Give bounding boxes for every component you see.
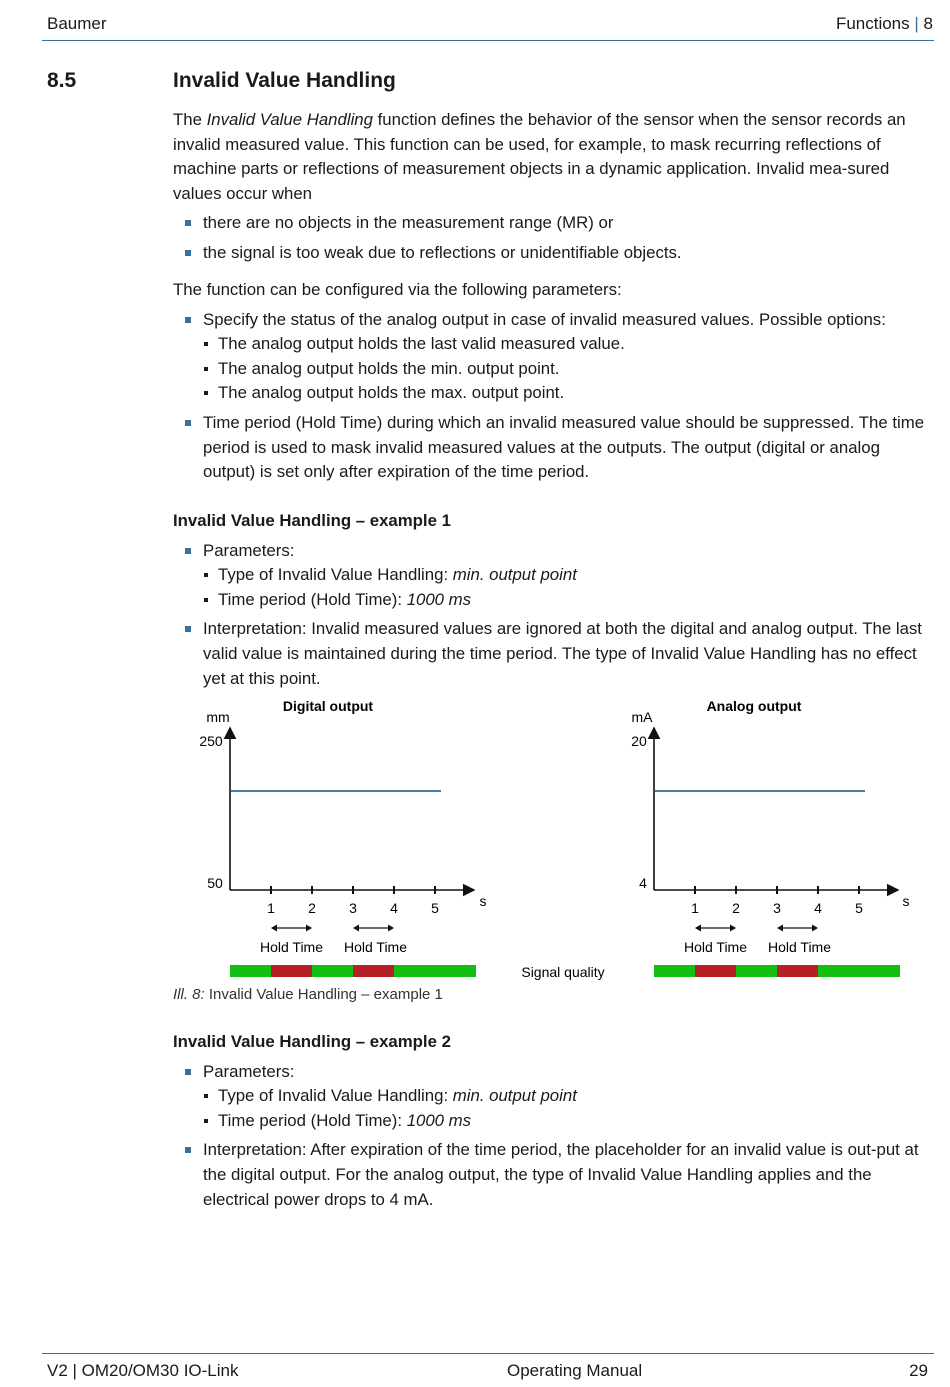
analog-unit: mA (631, 709, 653, 725)
header-chapter (836, 14, 933, 34)
bullet-square-icon (185, 626, 191, 632)
digital-hold-times (260, 925, 407, 956)
x-tick-label: 4 (814, 900, 822, 916)
intro-paragraph (173, 108, 933, 206)
signal-segment-invalid (695, 965, 736, 977)
example1-block (173, 509, 933, 691)
intro-bullet: there are no objects in the measurement range (MR) or (173, 211, 933, 236)
x-tick-label: 5 (855, 900, 863, 916)
analog-output-chart (631, 698, 909, 977)
digital-title: Digital output (282, 698, 374, 714)
header-section: Functions (835, 14, 910, 33)
analog-x-unit: s (902, 893, 910, 909)
bullet-dot-icon (204, 1094, 208, 1098)
digital-output-chart (199, 698, 486, 977)
example1-params: Parameters: (173, 539, 933, 564)
config-item: Specify the status of the analog output in case of invalid measured values. Possible options: (173, 308, 933, 333)
intro-block (173, 108, 933, 266)
arrow-right-icon (730, 925, 736, 932)
example2-block (173, 1030, 933, 1212)
arrow-left-icon (353, 925, 359, 932)
example2-params: Parameters: (173, 1060, 933, 1085)
header-separator: | (914, 14, 919, 33)
header-brand: Baumer (47, 14, 107, 33)
bullet-dot-icon (204, 598, 208, 602)
figure-caption (173, 986, 443, 1003)
config-item: Time period (Hold Time) during which an invalid measured value should be suppressed. The time period is used to mask invalid measured values at the outputs. The output (digital or analog output) is set only after expiration of the time period. (173, 411, 933, 485)
analog-hold-times (684, 925, 831, 956)
signal-segment-good (394, 965, 476, 977)
example2-type: Type of Invalid Value Handling: min. output point (173, 1084, 933, 1109)
example2-interpretation: Interpretation: After expiration of the time period, the placeholder for an invalid value is out-put at the digital output. For the analog output, the type of Invalid Value Handling applies and the electrical power drops to 4 mA. (173, 1138, 933, 1212)
signal-segment-invalid (353, 965, 394, 977)
arrow-left-icon (777, 925, 783, 932)
bullet-square-icon (185, 420, 191, 426)
bullet-square-icon (185, 317, 191, 323)
example1-time: Time period (Hold Time): 1000 ms (173, 588, 933, 613)
example1-type: Type of Invalid Value Handling: min. output point (173, 563, 933, 588)
bullet-dot-icon (204, 342, 208, 346)
digital-tick-labels (267, 900, 439, 916)
bullet-dot-icon (204, 1119, 208, 1123)
signal-segment-good (654, 965, 695, 977)
caption-prefix: Ill. 8: (173, 986, 205, 1003)
signal-segment-good (312, 965, 353, 977)
x-tick-label: 4 (390, 900, 398, 916)
header-rule (42, 40, 934, 41)
digital-x-unit: s (479, 893, 487, 909)
footer-rule (42, 1353, 934, 1354)
digital-y-max: 250 (199, 733, 223, 749)
signal-segment-invalid (271, 965, 312, 977)
config-subitem: The analog output holds the last valid measured value. (173, 332, 933, 357)
figure-invalid-value-handling (0, 690, 950, 1010)
bullet-square-icon (185, 220, 191, 226)
example1-interpretation: Interpretation: Invalid measured values are ignored at both the digital and analog output. The last valid value is maintained during the time period. The type of Invalid Value Handling has no effect yet at this point. (173, 617, 933, 691)
example1-heading: Invalid Value Handling – example 1 (173, 511, 451, 530)
footer-title: Operating Manual (507, 1361, 643, 1380)
arrow-left-icon (271, 925, 277, 932)
x-tick-label: 1 (267, 900, 275, 916)
signal-segment-good (818, 965, 900, 977)
x-tick-label: 3 (349, 900, 357, 916)
bullet-dot-icon (204, 367, 208, 371)
intro-bullet: the signal is too weak due to reflections or unidentifiable objects. (173, 241, 933, 266)
signal-quality-label: Signal quality (521, 964, 605, 980)
analog-y-max: 20 (631, 733, 647, 749)
analog-y-min: 4 (639, 875, 647, 891)
caption-text: Invalid Value Handling – example 1 (204, 986, 443, 1003)
bullet-square-icon (185, 548, 191, 554)
x-tick-label: 1 (691, 900, 699, 916)
analog-tick-labels (691, 900, 863, 916)
x-tick-label: 5 (431, 900, 439, 916)
config-block (173, 278, 933, 485)
example2-heading: Invalid Value Handling – example 2 (173, 1032, 451, 1051)
hold-time-label: Hold Time (683, 939, 748, 955)
config-subitem: The analog output holds the min. output point. (173, 357, 933, 382)
hold-time-label: Hold Time (767, 939, 832, 955)
signal-segment-good (736, 965, 777, 977)
x-tick-label: 3 (773, 900, 781, 916)
digital-y-min: 50 (207, 875, 223, 891)
intro-pre: The (173, 110, 207, 129)
hold-time-label: Hold Time (343, 939, 408, 955)
footer-document: V2 | OM20/OM30 IO-Link (47, 1361, 239, 1380)
config-subitem: The analog output holds the max. output point. (173, 381, 933, 406)
bullet-dot-icon (204, 391, 208, 395)
bullet-square-icon (185, 1147, 191, 1153)
arrow-right-icon (812, 925, 818, 932)
x-tick-label: 2 (732, 900, 740, 916)
footer-page-number: 29 (909, 1361, 928, 1380)
section-number: 8.5 (47, 69, 77, 92)
digital-unit: mm (206, 709, 230, 725)
bullet-dot-icon (204, 573, 208, 577)
analog-signal-quality-bar (654, 965, 900, 977)
signal-segment-invalid (777, 965, 818, 977)
bullet-square-icon (185, 250, 191, 256)
arrow-right-icon (388, 925, 394, 932)
header-page: 8 (923, 14, 933, 33)
signal-segment-good (230, 965, 271, 977)
hold-time-label: Hold Time (259, 939, 324, 955)
x-tick-label: 2 (308, 900, 316, 916)
arrow-left-icon (695, 925, 701, 932)
config-lead: The function can be configured via the following parameters: (173, 280, 622, 299)
intro-term: Invalid Value Handling (206, 110, 373, 129)
bullet-square-icon (185, 1069, 191, 1075)
arrow-right-icon (306, 925, 312, 932)
example2-time: Time period (Hold Time): 1000 ms (173, 1109, 933, 1134)
digital-signal-quality-bar (230, 965, 476, 977)
section-title: Invalid Value Handling (173, 69, 396, 92)
intro-post: function defines the behavior of the sensor when the sensor records an invalid measured value. This function can be used, for example, to mask recurring reflections of machine parts or reflections of measurement objects in a dynamic application. Invalid mea-sured values occur when (173, 110, 906, 203)
analog-title: Analog output (706, 698, 802, 714)
